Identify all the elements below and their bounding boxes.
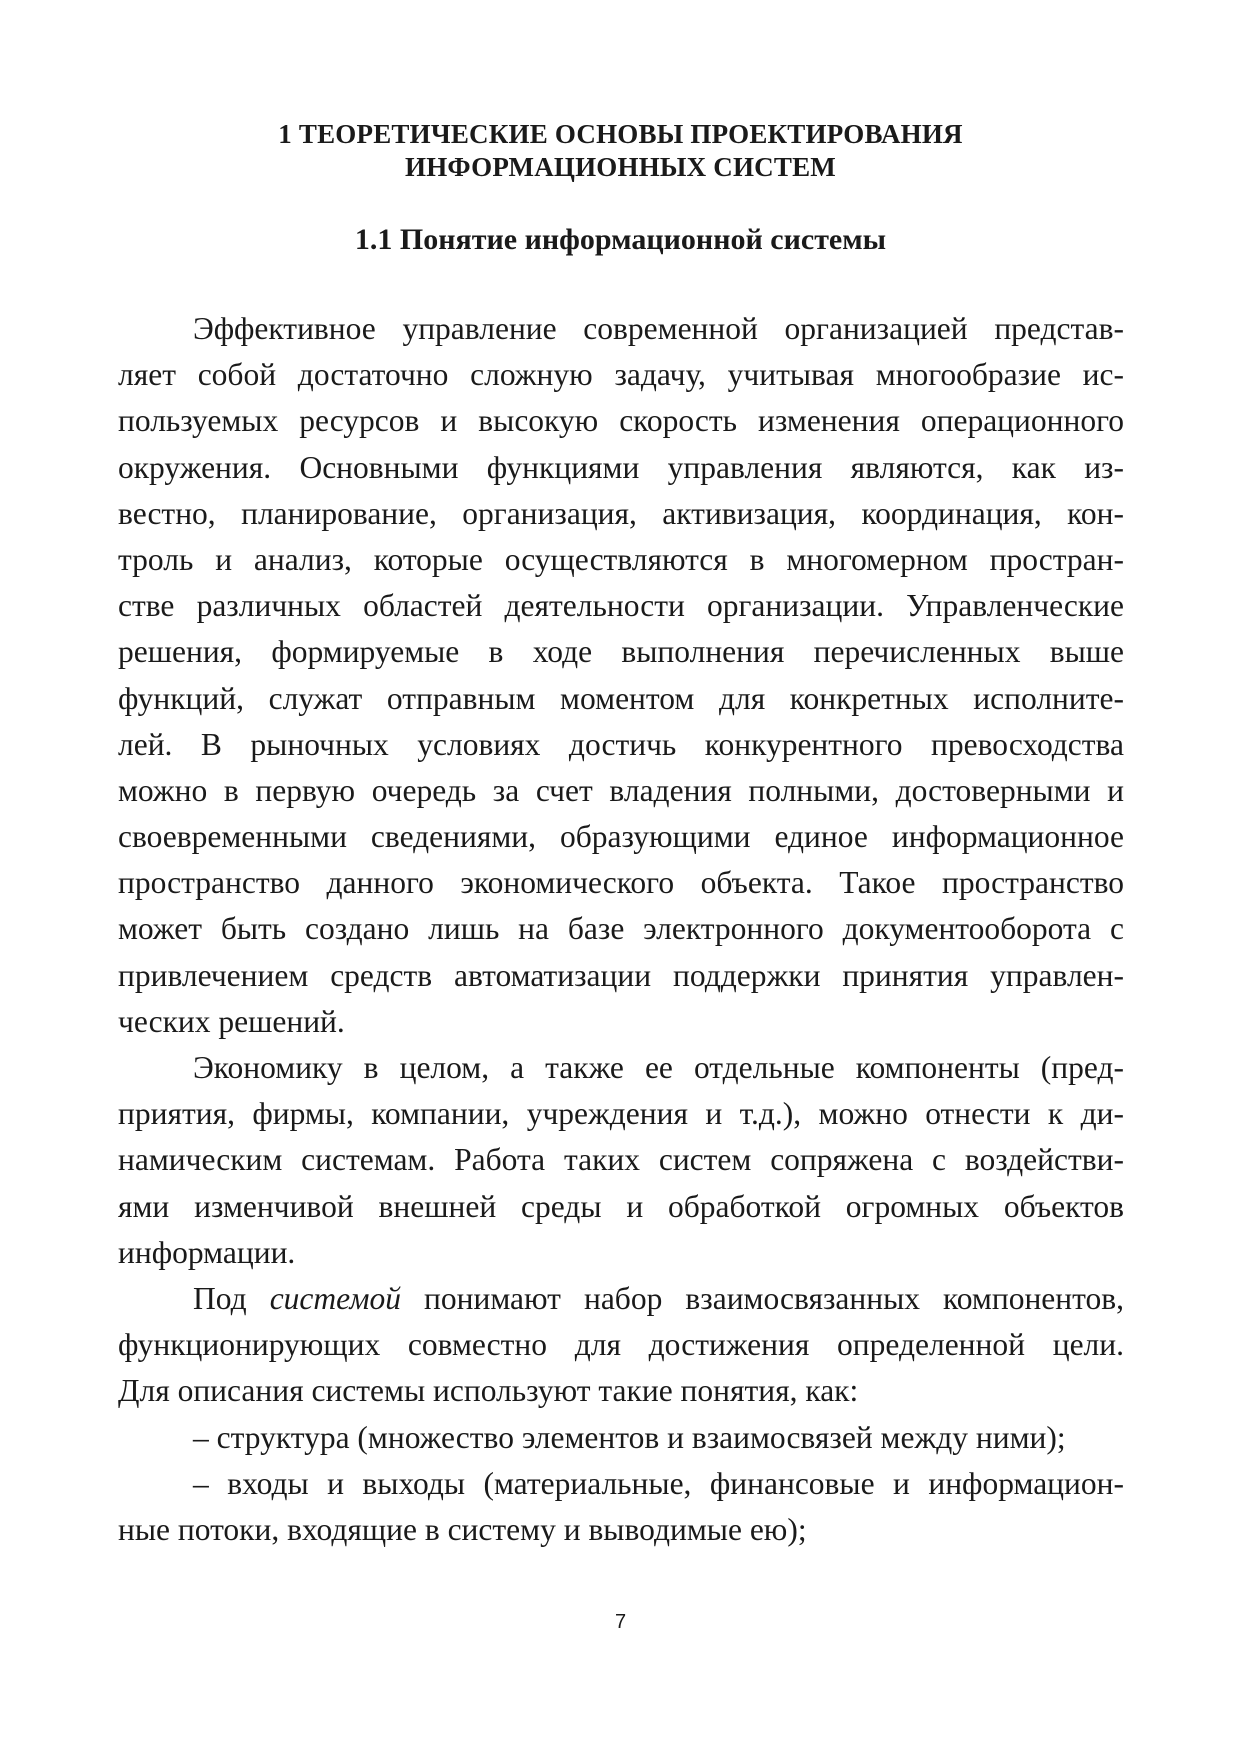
text-line: лей. В рыночных условиях достичь конкурентного превосходства [118, 726, 1124, 762]
page-number: 7 [614, 1611, 627, 1633]
list-item: – структура (множество элементов и взаимосвязей между ними); [193, 1419, 1066, 1455]
paragraph-1 [118, 306, 1124, 1045]
text-line [118, 1276, 1124, 1322]
text-line: намическим системам. Работа таких систем сопряжена с воздействи- [118, 1142, 1124, 1178]
text-line: своевременными сведениями, образующими единое информационное [118, 819, 1124, 855]
text-fragment: Под [193, 1280, 270, 1316]
text-line: Эффективное управление современной организацией представ- [193, 311, 1124, 346]
text-line: пространство данного экономического объекта. Такое пространство [118, 865, 1124, 901]
text-line: можно в первую очередь за счет владения полными, достоверными и [118, 772, 1124, 808]
text-line: ческих решений. [118, 1003, 345, 1039]
chapter-title-line-2: ИНФОРМАЦИОННЫХ СИСТЕМ [405, 152, 836, 182]
system-term: системой [269, 1280, 401, 1316]
text-line: троль и анализ, которые осуществляются в многомерном простран- [118, 541, 1124, 577]
text-line: ляет собой достаточно сложную задачу, учитывая многообразие ис- [118, 357, 1124, 393]
body-text [118, 306, 1124, 1553]
text-line: Для описания системы используют такие понятия, как: [118, 1373, 859, 1409]
text-line: функционирующих совместно для достижения определенной цели. [118, 1327, 1124, 1363]
definition-list [118, 1415, 1124, 1554]
text-line: пользуемых ресурсов и высокую скорость изменения операционного [118, 403, 1124, 439]
chapter-title [0, 118, 1241, 184]
text-line: информации. [118, 1234, 296, 1270]
text-line: привлечением средств автоматизации поддержки принятия управлен- [118, 957, 1124, 993]
text-line: стве различных областей деятельности организации. Управленческие [118, 588, 1124, 624]
list-item: – входы и выходы (материальные, финансовые и информацион- [193, 1465, 1124, 1501]
paragraph-2 [118, 1045, 1124, 1276]
text-fragment: понимают набор взаимосвязанных компонентов, [400, 1280, 1124, 1316]
text-line: вестно, планирование, организация, активизация, координация, кон- [118, 495, 1124, 531]
chapter-title-line-1: 1 ТЕОРЕТИЧЕСКИЕ ОСНОВЫ ПРОЕКТИРОВАНИЯ [278, 119, 963, 149]
text-line: Экономику в целом, а также ее отдельные компоненты (пред- [193, 1050, 1124, 1085]
text-line: может быть создано лишь на базе электронного документооборота с [118, 911, 1124, 947]
section-title: 1.1 Понятие информационной системы [354, 223, 887, 256]
text-line: ями изменчивой внешней среды и обработкой огромных объектов [118, 1188, 1124, 1224]
text-line: приятия, фирмы, компании, учреждения и т.д.), можно отнести к ди- [118, 1096, 1124, 1132]
text-line: решения, формируемые в ходе выполнения перечисленных выше [118, 634, 1124, 670]
text-line: окружения. Основными функциями управления являются, как из- [118, 449, 1124, 485]
list-item-continuation: ные потоки, входящие в систему и выводимые ею); [118, 1511, 807, 1547]
text-line: функций, служат отправным моментом для конкретных исполните- [118, 680, 1124, 716]
paragraph-3 [118, 1276, 1124, 1415]
